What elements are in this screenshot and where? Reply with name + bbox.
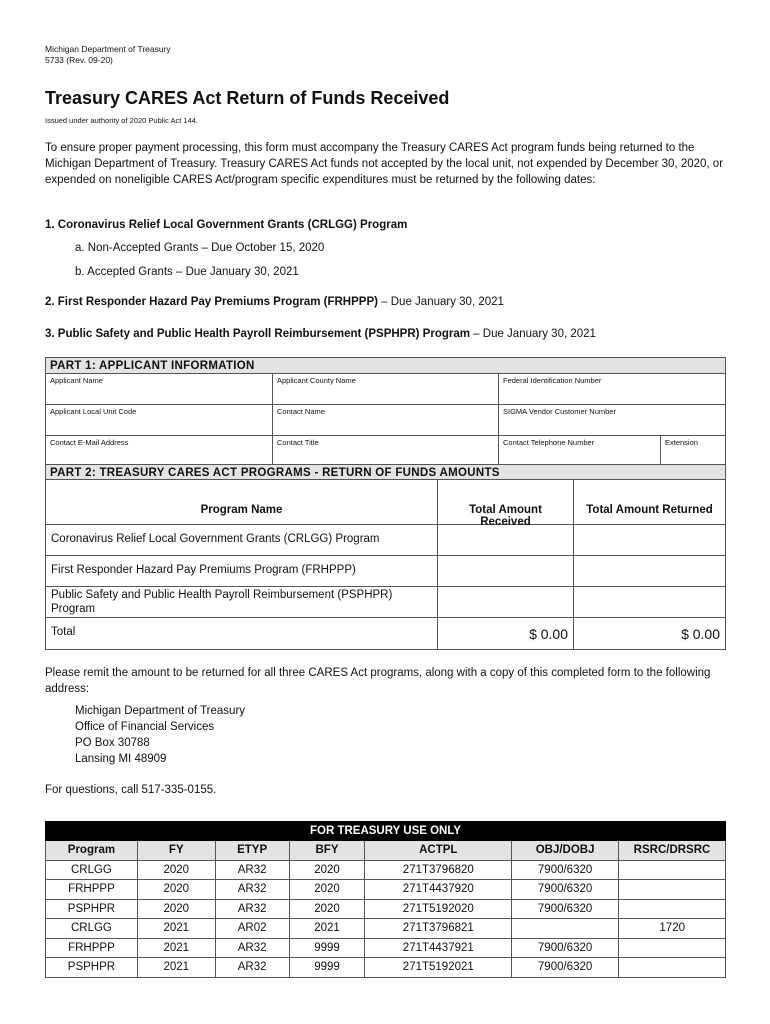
cell-obj-dobj: 7900/6320	[512, 958, 619, 978]
contact-email-field[interactable]	[46, 436, 273, 467]
program-3-title: 3. Public Safety and Public Health Payroll Reimbursement (PSPHPR) Program	[45, 328, 470, 340]
crlgg-received-input[interactable]	[438, 525, 574, 555]
cell-bfy: 2020	[289, 860, 365, 880]
table-row	[46, 899, 726, 919]
program-1a: a. Non-Accepted Grants – Due October 15, 2020	[75, 242, 325, 254]
col-rsrc-drsrc: RSRC/DRSRC	[619, 841, 726, 861]
total-row	[46, 618, 725, 649]
col-fy: FY	[137, 841, 215, 861]
cell-program: PSPHPR	[46, 958, 138, 978]
cell-actpl: 271T3796821	[365, 919, 512, 939]
cell-rsrc-drsrc: 1720	[619, 919, 726, 939]
program-2-due: – Due January 30, 2021	[377, 296, 504, 308]
address-line: Office of Financial Services	[75, 721, 215, 733]
applicant-name-label: Applicant Name	[50, 376, 103, 385]
col-total-returned: Total Amount Returned	[586, 504, 713, 516]
mailing-address	[75, 703, 245, 767]
cell-fy: 2021	[137, 938, 215, 958]
contact-title-label: Contact Title	[277, 438, 319, 447]
total-returned-value: $ 0.00	[681, 626, 720, 642]
part2-return-amounts	[45, 464, 726, 650]
cell-bfy: 9999	[289, 958, 365, 978]
address-line: Michigan Department of Treasury	[75, 705, 246, 717]
cell-obj-dobj	[512, 919, 619, 939]
table-row	[46, 938, 726, 958]
treasury-use-table	[45, 821, 726, 978]
cell-actpl: 271T4437920	[365, 880, 512, 900]
fein-field[interactable]	[499, 374, 725, 404]
cell-program: CRLGG	[46, 919, 138, 939]
part1-row	[46, 374, 725, 405]
row-crlgg-name: Coronavirus Relief Local Government Grants (CRLGG) Program	[46, 525, 438, 555]
psphpr-returned-input[interactable]	[574, 587, 725, 617]
cell-fy: 2020	[137, 899, 215, 919]
psphpr-received-input[interactable]	[438, 587, 574, 617]
col-program: Program	[46, 841, 138, 861]
form-number: 5733 (Rev. 09-20)	[45, 55, 113, 65]
treasury-use-banner: FOR TREASURY USE ONLY	[46, 822, 726, 841]
cell-bfy: 2021	[289, 919, 365, 939]
table-row	[46, 860, 726, 880]
extension-field[interactable]	[661, 436, 725, 467]
cell-actpl: 271T5192020	[365, 899, 512, 919]
authority-note: Issued under authority of 2020 Public Act 144.	[45, 116, 199, 125]
cell-fy: 2021	[137, 958, 215, 978]
part1-applicant-info	[45, 357, 726, 468]
total-received-value: $ 0.00	[438, 618, 574, 649]
page-title: Treasury CARES Act Return of Funds Received	[45, 88, 450, 108]
cell-program: CRLGG	[46, 860, 138, 880]
cell-obj-dobj: 7900/6320	[512, 938, 619, 958]
cell-program: FRHPPP	[46, 880, 138, 900]
fein-label: Federal Identification Number	[503, 376, 602, 385]
cell-etyp: AR32	[215, 860, 289, 880]
part1-title: PART 1: APPLICANT INFORMATION	[46, 358, 725, 374]
applicant-name-field[interactable]	[46, 374, 273, 404]
cell-fy: 2020	[137, 860, 215, 880]
table-row	[46, 525, 725, 556]
program-1b: b. Accepted Grants – Due January 30, 2021	[75, 266, 299, 278]
cell-etyp: AR32	[215, 958, 289, 978]
frhppp-returned-input[interactable]	[574, 556, 725, 586]
cell-fy: 2020	[137, 880, 215, 900]
program-1-heading: 1. Coronavirus Relief Local Government Grants (CRLGG) Program	[45, 219, 408, 231]
sigma-field[interactable]	[499, 405, 725, 435]
contact-name-field[interactable]	[273, 405, 499, 435]
col-obj-dobj: OBJ/DOBJ	[512, 841, 619, 861]
cell-actpl: 271T3796820	[365, 860, 512, 880]
frhppp-received-input[interactable]	[438, 556, 574, 586]
total-label: Total	[46, 618, 438, 649]
cell-obj-dobj: 7900/6320	[512, 860, 619, 880]
sigma-label: SIGMA Vendor Customer Number	[503, 407, 616, 416]
cell-actpl: 271T5192021	[365, 958, 512, 978]
cell-program: FRHPPP	[46, 938, 138, 958]
cell-obj-dobj: 7900/6320	[512, 899, 619, 919]
cell-program: PSPHPR	[46, 899, 138, 919]
table-row	[46, 958, 726, 978]
program-3-heading	[45, 328, 596, 340]
row-psphpr-name: Public Safety and Public Health Payroll Reimbursement (PSPHPR) Program	[46, 587, 438, 617]
cell-rsrc-drsrc	[619, 880, 726, 900]
county-name-label: Applicant County Name	[277, 376, 356, 385]
cell-rsrc-drsrc	[619, 899, 726, 919]
local-unit-code-field[interactable]	[46, 405, 273, 435]
agency-name: Michigan Department of Treasury	[45, 44, 171, 54]
local-unit-code-label: Applicant Local Unit Code	[50, 407, 137, 416]
cell-etyp: AR02	[215, 919, 289, 939]
cell-obj-dobj: 7900/6320	[512, 880, 619, 900]
crlgg-returned-input[interactable]	[574, 525, 725, 555]
cell-actpl: 271T4437921	[365, 938, 512, 958]
cell-rsrc-drsrc	[619, 860, 726, 880]
address-line: PO Box 30788	[75, 737, 150, 749]
questions-line: For questions, call 517-335-0155.	[45, 784, 217, 796]
program-3-due: – Due January 30, 2021	[469, 328, 596, 340]
col-total-received: Total Amount Received	[438, 480, 574, 524]
row-frhppp-name: First Responder Hazard Pay Premiums Program (FRHPPP)	[46, 556, 438, 586]
contact-title-field[interactable]	[273, 436, 499, 467]
table-row	[46, 880, 726, 900]
cell-rsrc-drsrc	[619, 958, 726, 978]
contact-email-label: Contact E-Mail Address	[50, 438, 129, 447]
form-header	[45, 44, 171, 66]
program-2-title: 2. First Responder Hazard Pay Premiums Program (FRHPPP)	[45, 296, 378, 308]
col-program-name: Program Name	[46, 480, 438, 524]
cell-etyp: AR32	[215, 899, 289, 919]
intro-paragraph: To ensure proper payment processing, this form must accompany the Treasury CARES Act program funds being returned to the Michigan Department of Treasury. Treasury CARES Act funds not accepted by the local unit, not expended by December 30, 2020, or expended on noneligible CARES Act/program specific expenditures must be returned by the following dates:	[45, 142, 724, 186]
table-row	[46, 556, 725, 587]
cell-etyp: AR32	[215, 938, 289, 958]
table-row	[46, 587, 725, 618]
contact-phone-label: Contact Telephone Number	[503, 438, 595, 447]
remit-paragraph: Please remit the amount to be returned for all three CARES Act programs, along with a copy of this completed form to the following address:	[45, 667, 711, 695]
col-bfy: BFY	[289, 841, 365, 861]
cell-rsrc-drsrc	[619, 938, 726, 958]
cell-bfy: 2020	[289, 899, 365, 919]
part1-row	[46, 405, 725, 436]
county-name-field[interactable]	[273, 374, 499, 404]
part2-title: PART 2: TREASURY CARES ACT PROGRAMS - RETURN OF FUNDS AMOUNTS	[46, 464, 725, 480]
program-2-heading	[45, 296, 504, 308]
part1-row	[46, 436, 725, 467]
extension-label: Extension	[665, 438, 698, 447]
part2-header-row	[46, 480, 725, 528]
address-line: Lansing MI 48909	[75, 753, 167, 765]
table-row	[46, 919, 726, 939]
cell-bfy: 2020	[289, 880, 365, 900]
cell-bfy: 9999	[289, 938, 365, 958]
cell-fy: 2021	[137, 919, 215, 939]
cell-etyp: AR32	[215, 880, 289, 900]
contact-phone-field[interactable]	[499, 436, 661, 467]
col-actpl: ACTPL	[365, 841, 512, 861]
contact-name-label: Contact Name	[277, 407, 325, 416]
col-etyp: ETYP	[215, 841, 289, 861]
